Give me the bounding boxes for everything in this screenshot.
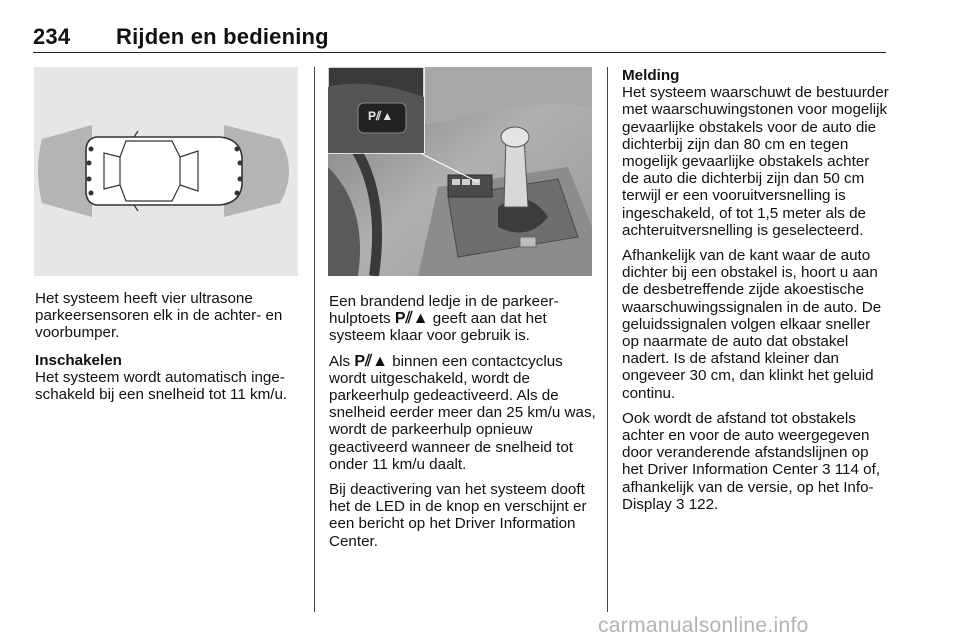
section-melding [622,67,890,239]
column-divider-1 [314,67,315,612]
page-reference-link[interactable]: 3 122 [676,495,715,513]
column-divider-2 [607,67,608,612]
paragraph: Afhankelijk van de kant waar de auto dichter bij een obstakel is, hoort u aan de desbetreffende zijde akoestische waarschuwingssignalen in de auto. De geluidssignalen volgen elkaar sneller op naarmate de auto dat obstakel nadert. Is de afstand kleiner dan ongeveer 30 cm, dan klinkt het geluid continu. [622,247,882,402]
button-label: P⫽▲ [368,109,394,123]
paragraph: Het systeem heeft vier ultrasone parkeersensoren elk in de achter- en voorbumper. [35,290,283,342]
subheading: Inschakelen [35,351,122,369]
paragraph: Bij deactivering van het systeem dooft het de LED in de knop en verschijnt er een bericht op het Driver Information Center. [329,481,587,550]
subheading: Melding [622,67,680,84]
section-inschakelen [35,352,303,404]
parking-assist-icon: P⫽▲ [394,310,429,328]
paragraph: Het systeem waarschuwt de bestuurder met waarschuwingstonen voor mogelijk gevaarlijke obstakels voor de auto die dichterbij zijn dan 80 cm en tegen mogelijk gevaarlijke obstakels achter de auto die dichterbij zijn dan 50 cm terwijl er een vooruitversnelling is ingeschakeld, of tot 1,5 meter als de achteruitversnelling is geselecteerd. [622,84,889,239]
watermark: carmanualsonline.info [598,614,809,637]
paragraph: Ook wordt de afstand tot obstakels achter en voor de auto weergegeven door veranderende afstandslijnen op het Driver Information Center 3 114 of, afhankelijk van de versie, op het Info-Display 3 122. [622,409,881,513]
page-number: 234 [33,24,71,49]
column-1 [35,290,303,411]
paragraph: Het systeem wordt automatisch ingeschakeld bij een snelheid tot 11 km/u. [35,368,288,404]
chapter-title: Rijden en bediening [116,24,329,49]
column-2 [329,293,597,558]
paragraph: Een brandend ledje in de parkeerhulptoets P⫽▲ geeft aan dat het systeem klaar voor gebruik is. [329,293,559,345]
page-header [33,20,886,53]
page-reference-link[interactable]: 3 114 [822,461,859,479]
paragraph: Als P⫽▲ binnen een contactcyclus wordt uitgeschakeld, wordt de parkeerhulp gedeactiveerd. Als de snelheid eerder meer dan 25 km/u was, wordt de parkeerhulp opnieuw geactiveerd wanneer de snelheid tot onder 11 km/u daalt. [329,352,596,473]
parking-assist-icon: P⫽▲ [354,352,388,370]
parking-button-photo [328,67,592,276]
column-3 [622,67,890,521]
parking-sensor-diagram [34,67,298,276]
